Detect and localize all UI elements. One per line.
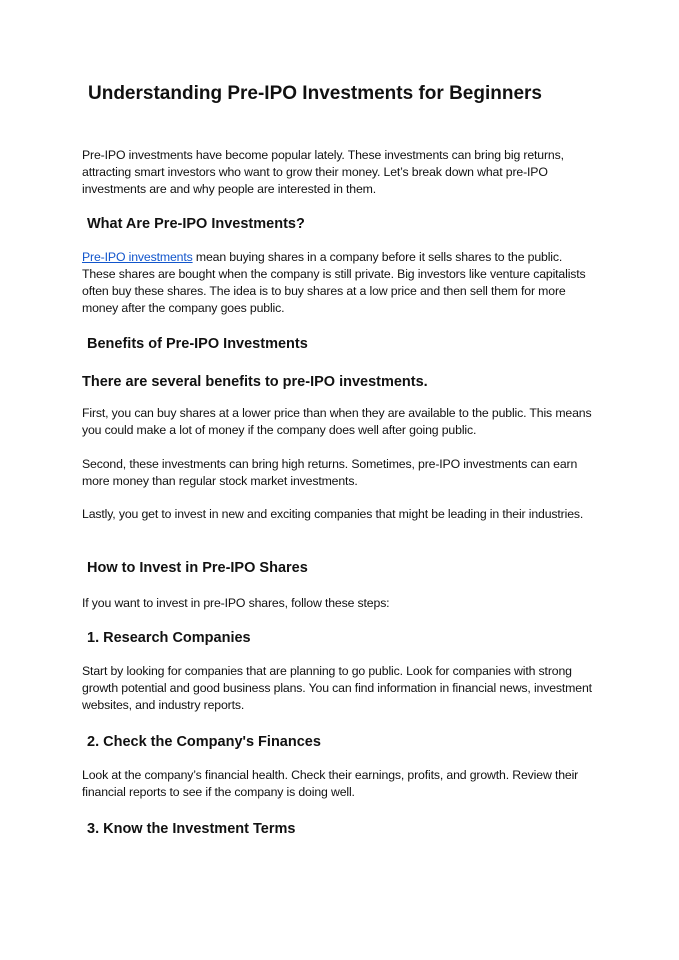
benefits-paragraph-1: First, you can buy shares at a lower price than when they are available to the public. This means you could make a lot of money if the company does well after going public. [82,406,592,437]
what-are-body: mean buying shares in a company before it sells shares to the public. These shares are bought when the company is still private. Big investors like venture capitalists often buy these shares. The idea is to buy shares at a low price and then sell them for more money after the company goes public. [82,250,586,315]
benefits-paragraph-3: Lastly, you get to invest in new and exciting companies that might be leading in their industries. [82,507,584,521]
benefits-heading: Benefits of Pre-IPO Investments [87,336,308,352]
step-1-paragraph: Start by looking for companies that are planning to go public. Look for companies with strong growth potential and good business plans. You can find information in financial news, investment websites, and industry reports. [82,664,592,712]
step-3-heading: 3. Know the Investment Terms [87,821,296,837]
step-2-heading: 2. Check the Company's Finances [87,734,321,750]
step-2-paragraph: Look at the company’s financial health. Check their earnings, profits, and growth. Review their financial reports to see if the company is doing well. [82,768,579,799]
what-are-paragraph [82,249,597,317]
intro-paragraph: Pre-IPO investments have become popular lately. These investments can bring big returns, attracting smart investors who want to grow their money. Let’s break down what pre-IPO investments are and why people are interested in them. [82,148,564,196]
what-are-heading: What Are Pre-IPO Investments? [87,216,305,232]
document-title: Understanding Pre-IPO Investments for Beginners [88,83,542,104]
how-to-heading: How to Invest in Pre-IPO Shares [87,560,308,576]
step-1-heading: 1. Research Companies [87,630,251,646]
pre-ipo-investments-link[interactable]: Pre-IPO investments [82,250,193,264]
benefits-subheading: There are several benefits to pre-IPO investments. [82,374,428,390]
benefits-paragraph-2: Second, these investments can bring high returns. Sometimes, pre-IPO investments can earn more money than regular stock market investments. [82,457,578,488]
how-to-intro: If you want to invest in pre-IPO shares, follow these steps: [82,596,390,610]
